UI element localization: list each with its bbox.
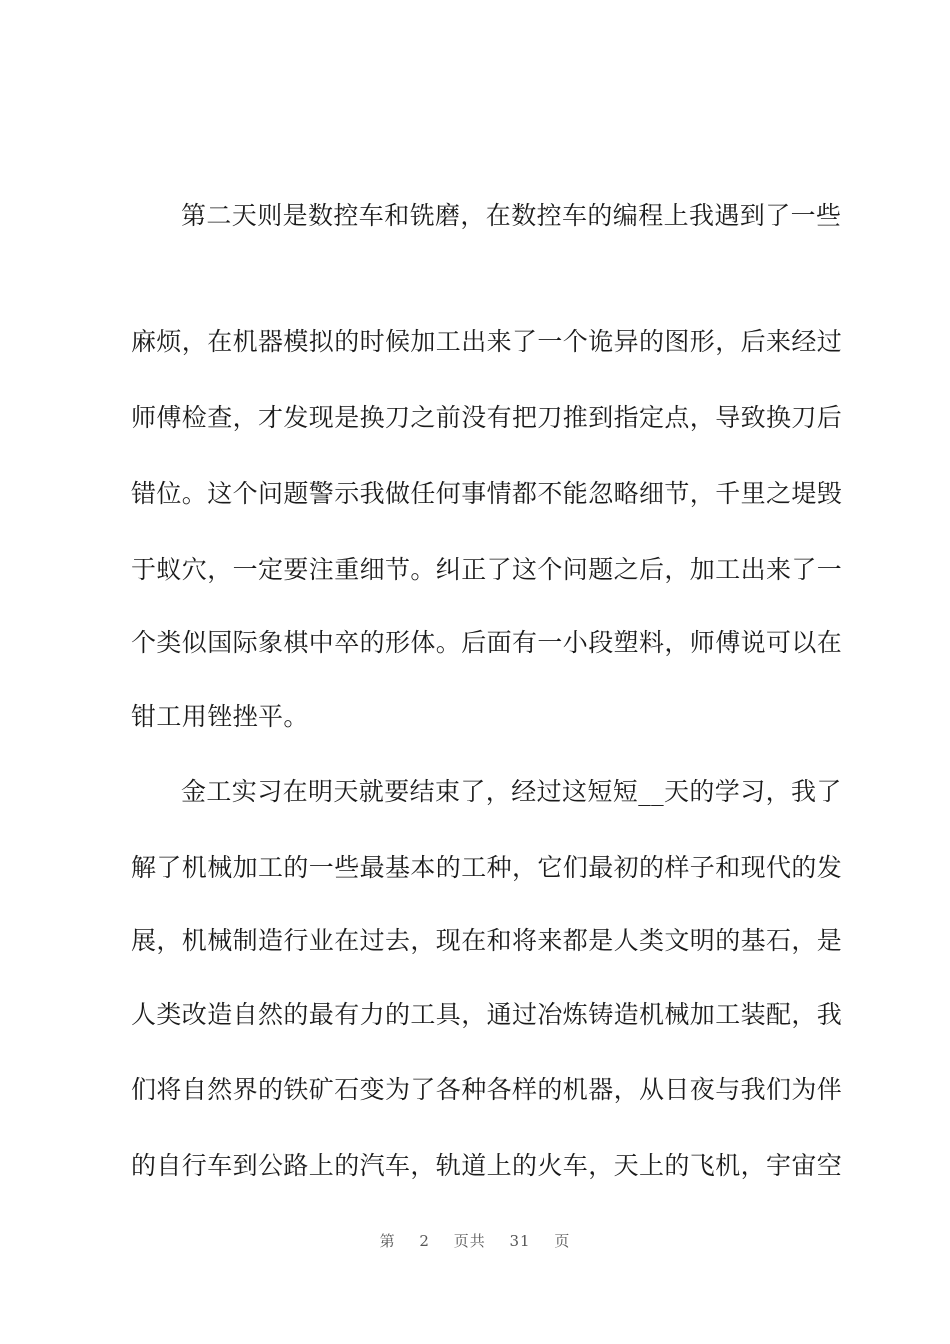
paragraph-1-line-7: 钳工用锉挫平。 xyxy=(131,702,309,731)
paragraph-2-line-3: 展，机械制造行业在过去，现在和将来都是人类文明的基石，是 xyxy=(131,926,843,955)
paragraph-1-line-3: 师傅检查，才发现是换刀之前没有把刀推到指定点，导致换刀后 xyxy=(131,403,843,432)
footer-current-page: 2 xyxy=(419,1232,430,1250)
paragraph-2-line-1: 金工实习在明天就要结束了，经过这短短__天的学习，我了 xyxy=(181,777,842,806)
paragraph-2-line-6: 的自行车到公路上的汽车，轨道上的火车，天上的飞机，宇宙空 xyxy=(131,1151,843,1180)
footer-suffix: 页 xyxy=(554,1232,571,1250)
paragraph-2-line-4: 人类改造自然的最有力的工具，通过冶炼铸造机械加工装配，我 xyxy=(131,1000,843,1029)
footer-total-pages: 31 xyxy=(509,1232,531,1250)
paragraph-1-line-1: 第二天则是数控车和铣磨，在数控车的编程上我遇到了一些 xyxy=(181,201,842,230)
paragraph-2-line-5: 们将自然界的铁矿石变为了各种各样的机器，从日夜与我们为伴 xyxy=(131,1075,843,1104)
page-footer xyxy=(0,1230,950,1251)
paragraph-2-line-2: 解了机械加工的一些最基本的工种，它们最初的样子和现代的发 xyxy=(131,853,843,882)
paragraph-1-line-2: 麻烦，在机器模拟的时候加工出来了一个诡异的图形，后来经过 xyxy=(131,327,843,356)
footer-middle: 页共 xyxy=(453,1232,486,1250)
paragraph-1-line-5: 于蚁穴，一定要注重细节。纠正了这个问题之后，加工出来了一 xyxy=(131,555,843,584)
footer-prefix: 第 xyxy=(379,1232,396,1250)
paragraph-1-line-4: 错位。这个问题警示我做任何事情都不能忽略细节，千里之堤毁 xyxy=(131,479,843,508)
paragraph-1-line-6: 个类似国际象棋中卒的形体。后面有一小段塑料，师傅说可以在 xyxy=(131,628,843,657)
